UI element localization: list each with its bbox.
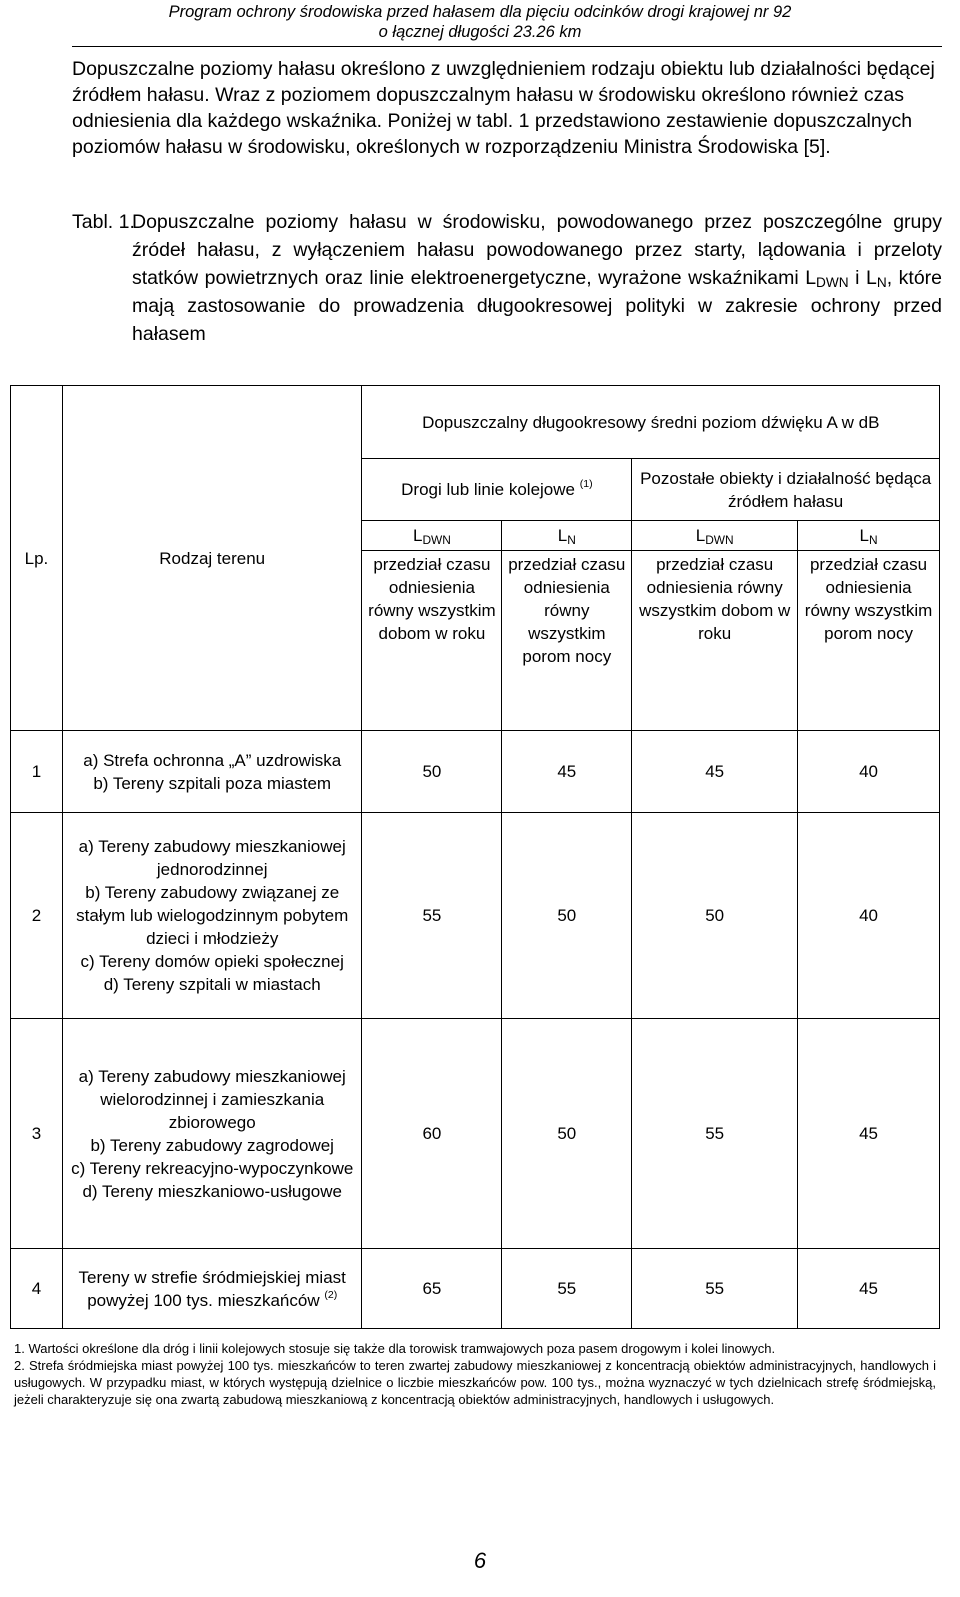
- area-item: c) Tereny rekreacyjno-wypoczynkowe: [71, 1158, 354, 1178]
- footnote-ref: (1): [579, 478, 593, 490]
- row-area-type: [62, 813, 362, 1019]
- header-group: Dopuszczalny długookresowy średni poziom dźwięku A w dB: [362, 386, 940, 459]
- symbol-l: L: [859, 526, 869, 545]
- value-cell: 50: [502, 1019, 632, 1249]
- noise-limits-table: [10, 385, 940, 1329]
- row-area-type: [62, 731, 362, 813]
- value-cell: 60: [362, 1019, 502, 1249]
- value-cell: 65: [362, 1249, 502, 1329]
- table-row: [11, 1249, 940, 1329]
- footnote-ref: (2): [324, 1288, 338, 1301]
- table-caption-text: [132, 208, 942, 348]
- area-item: a) Tereny zabudowy mieszkaniowej wielorodzinnej i zamieszkania zbiorowego: [78, 1066, 346, 1132]
- caption-part: i L: [848, 267, 877, 289]
- symbol-l: L: [557, 526, 568, 545]
- header-ldwn: [632, 521, 798, 551]
- area-item: b) Tereny szpitali poza miastem: [93, 773, 332, 793]
- desc-ln-roads: przedział czasu odniesienia równy wszystkim porom nocy: [502, 551, 632, 731]
- header-other: Pozostałe obiekty i działalność będąca źródłem hałasu: [632, 459, 940, 521]
- area-item: d) Tereny szpitali w miastach: [103, 975, 321, 994]
- table-row: [11, 1019, 940, 1249]
- table-caption: [72, 208, 942, 348]
- area-item: b) Tereny zabudowy zagrodowej: [90, 1135, 334, 1155]
- header-line-2: o łącznej długości 23.26 km: [378, 23, 582, 41]
- value-cell: 50: [632, 813, 798, 1019]
- header-ln: [502, 521, 632, 551]
- value-cell: 55: [362, 813, 502, 1019]
- footnote: 1. Wartości określone dla dróg i linii kolejowych stosuje się także dla torowisk tramwajowych poza pasem drogowym i kolei linowych.: [14, 1341, 776, 1356]
- area-item: c) Tereny domów opieki społecznej: [80, 952, 344, 971]
- row-area-type: [62, 1019, 362, 1249]
- header-roads: [362, 459, 632, 521]
- header-ln: [798, 521, 940, 551]
- area-item: Tereny w strefie śródmiejskiej miast powyżej 100 tys. mieszkańców: [78, 1267, 346, 1310]
- symbol-sub: N: [567, 533, 576, 547]
- row-lp: 3: [11, 1019, 63, 1249]
- row-lp: 2: [11, 813, 63, 1019]
- footnote: 2. Strefa śródmiejska miast powyżej 100 tys. mieszkańców to teren zwartej zabudowy mieszkaniowej z koncentracją obiektów administracyjnych, handlowych i usługowych. W przypadku miast, w których występują dzielnice o liczbie mieszkańców pow. 100 tys., można wyznaczyć w tych dzielnicach strefę śródmiejską, jeżeli charakteryzuje się ona zwartą zabudową mieszkaniową z koncentracją obiektów administracyjnych, handlowych i usługowych.: [14, 1358, 936, 1407]
- table-footnotes: [14, 1340, 936, 1408]
- value-cell: 55: [632, 1019, 798, 1249]
- desc-ldwn-roads: przedział czasu odniesienia równy wszystkim dobom w roku: [362, 551, 502, 731]
- area-item: a) Strefa ochronna „A” uzdrowiska: [83, 750, 342, 770]
- header-ldwn: [362, 521, 502, 551]
- value-cell: 45: [502, 731, 632, 813]
- value-cell: 40: [798, 813, 940, 1019]
- row-lp: 1: [11, 731, 63, 813]
- value-cell: 50: [502, 813, 632, 1019]
- symbol-sub: N: [868, 533, 878, 547]
- table-caption-label: Tabl. 1.: [72, 211, 135, 233]
- header-line-1: Program ochrony środowiska przed hałasem dla pięciu odcinków drogi krajowej nr 92: [168, 3, 792, 21]
- value-cell: 45: [798, 1019, 940, 1249]
- value-cell: 55: [502, 1249, 632, 1329]
- value-cell: 50: [362, 731, 502, 813]
- caption-sub-dwn: DWN: [816, 275, 849, 290]
- intro-paragraph: [72, 56, 942, 160]
- symbol-sub: DWN: [422, 533, 451, 547]
- symbol-l: L: [695, 526, 706, 545]
- page-header: [0, 0, 960, 42]
- value-cell: 55: [632, 1249, 798, 1329]
- symbol-sub: DWN: [705, 533, 734, 547]
- symbol-l: L: [412, 526, 423, 545]
- desc-ldwn-other: przedział czasu odniesienia równy wszystkim dobom w roku: [632, 551, 798, 731]
- page-number: 6: [473, 1548, 487, 1573]
- area-item: a) Tereny zabudowy mieszkaniowej jednorodzinnej: [78, 837, 346, 879]
- value-cell: 45: [798, 1249, 940, 1329]
- table-row: [11, 813, 940, 1019]
- table-row: [11, 731, 940, 813]
- header-area-type: Rodzaj terenu: [62, 386, 362, 731]
- caption-part: Dopuszczalne poziomy hałasu w środowisku, powodowanego przez poszczególne grupy źródeł hałasu, z wyłączeniem hałasu powodowanego przez starty, lądowania i przeloty statków powietrznych oraz linie elektroenergetyczne, wyrażone wskaźnikami L: [132, 211, 942, 289]
- header-lp: Lp.: [11, 386, 63, 731]
- row-lp: 4: [11, 1249, 63, 1329]
- area-item: d) Tereny mieszkaniowo-usługowe: [82, 1181, 342, 1201]
- caption-sub-n: N: [876, 275, 887, 290]
- header-rule: [72, 46, 942, 47]
- caption-part: , które mają zastosowanie do prowadzenia długookresowej polityki w zakresie ochrony przed hałasem: [132, 267, 943, 345]
- table-header-row: [11, 386, 940, 459]
- desc-ln-other: przedział czasu odniesienia równy wszystkim porom nocy: [798, 551, 940, 731]
- header-roads-label: Drogi lub linie kolejowe: [401, 480, 575, 499]
- area-item: b) Tereny zabudowy związanej ze stałym lub wielogodzinnym pobytem dzieci i młodzieży: [76, 883, 349, 948]
- value-cell: 40: [798, 731, 940, 813]
- intro-text: Dopuszczalne poziomy hałasu określono z uwzględnieniem rodzaju obiektu lub działalności będącej źródłem hałasu. Wraz z poziomem dopuszczalnym hałasu w środowisku określono również czas odniesienia dla każdego wskaźnika. Poniżej w tabl. 1 przedstawiono zestawienie dopuszczalnych poziomów hałasu w środowisku, określonych w rozporządzeniu Ministra Środowiska [5].: [72, 58, 935, 158]
- value-cell: 45: [632, 731, 798, 813]
- row-area-type: [62, 1249, 362, 1329]
